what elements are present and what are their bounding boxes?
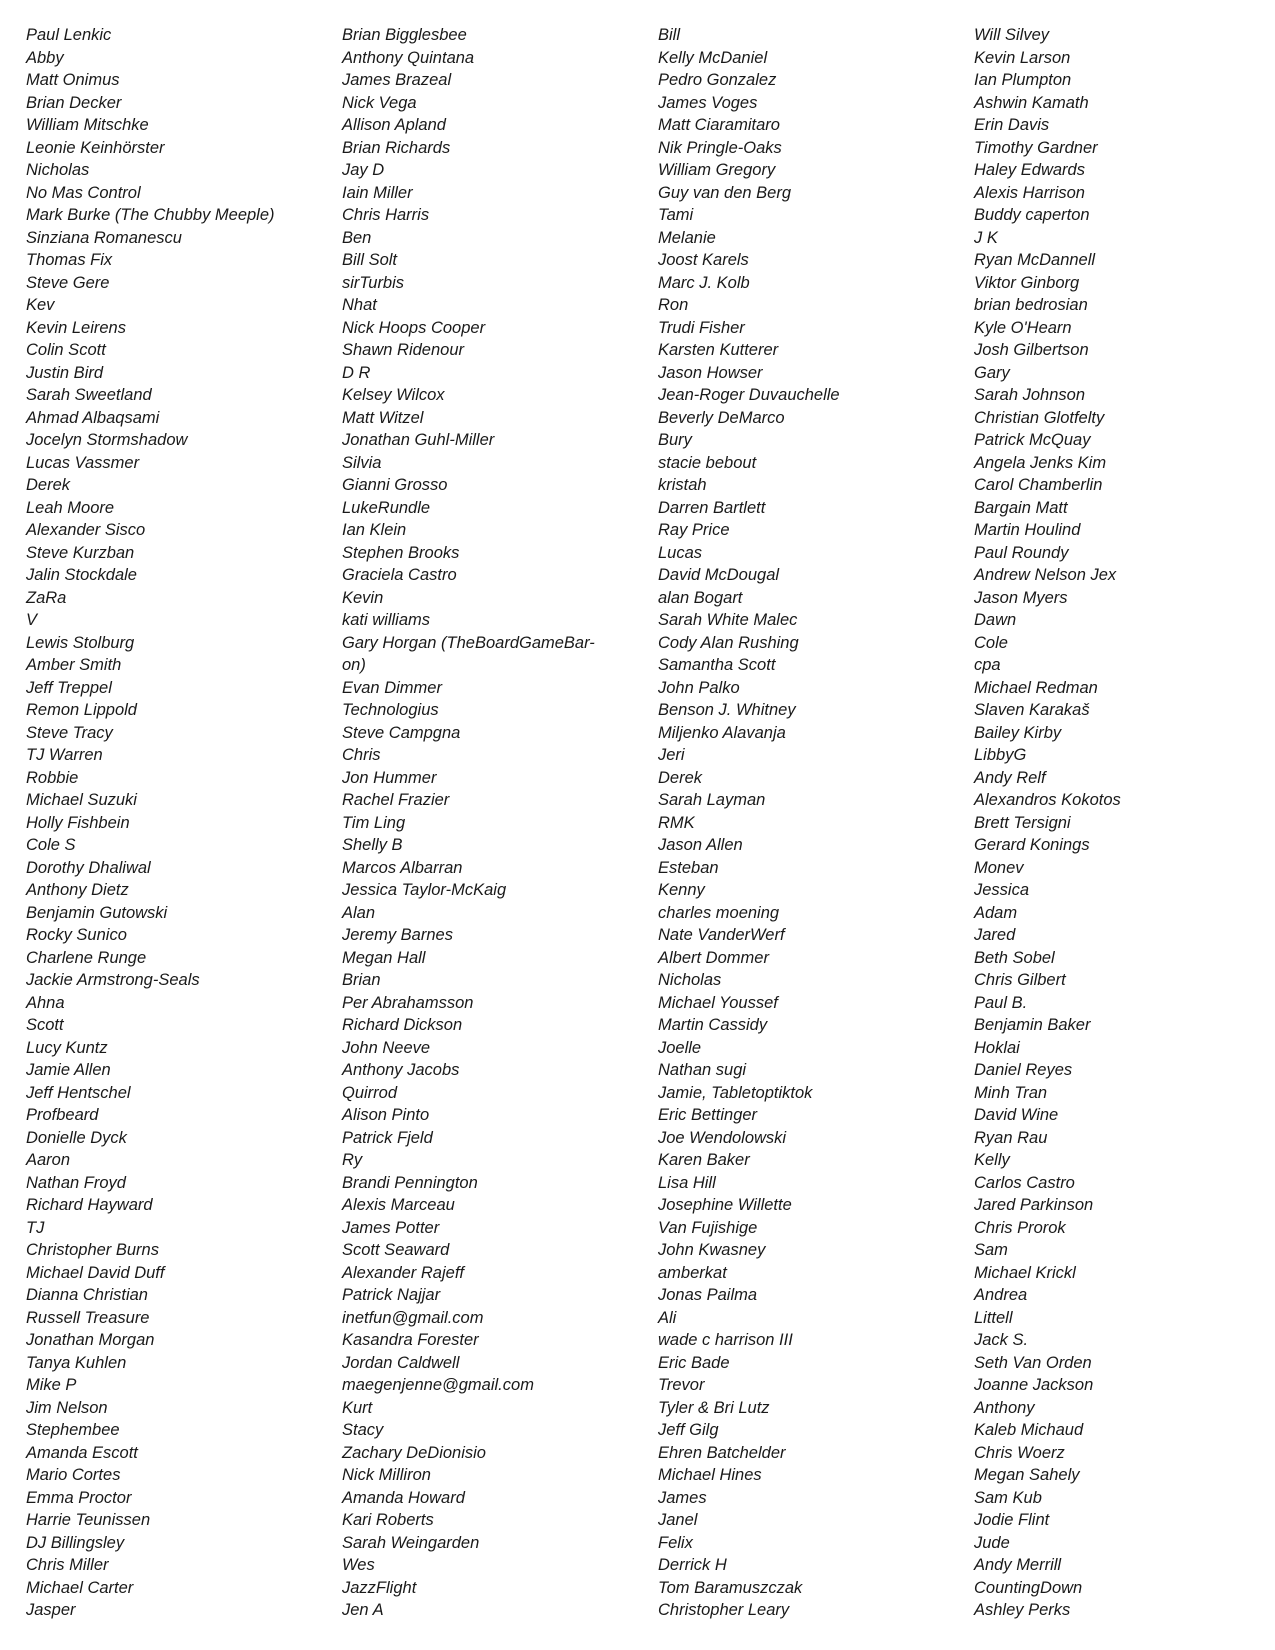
- name-column-2: [342, 24, 622, 1622]
- name-entry: wade c harrison III: [658, 1331, 793, 1349]
- name-entry: Bill: [658, 26, 681, 44]
- name-entry: Emma Proctor: [26, 1488, 132, 1507]
- name-entry: Alan: [342, 903, 376, 922]
- name-entry: Janel: [658, 1511, 698, 1529]
- name-entry: Kevin Leirens: [26, 318, 126, 337]
- name-entry: Charlene Runge: [26, 948, 147, 967]
- name-entry: Gary: [974, 363, 1010, 382]
- name-entry: charles moening: [658, 903, 780, 922]
- name-entry: Van Fujishige: [658, 1218, 758, 1237]
- name-entry: Benjamin Baker: [974, 1016, 1091, 1034]
- name-entry: Ahmad Albaqsami: [26, 408, 160, 427]
- name-entry: Tyler & Bri Lutz: [658, 1398, 770, 1417]
- name-entry: Sam: [974, 1241, 1008, 1259]
- name-entry: Jordan Caldwell: [342, 1353, 460, 1372]
- name-entry: D R: [342, 363, 371, 382]
- name-entry: Ray Price: [658, 521, 730, 539]
- name-entry: Littell: [974, 1308, 1013, 1327]
- name-entry: Adam: [974, 903, 1018, 922]
- name-entry: Jared Parkinson: [974, 1196, 1094, 1214]
- name-entry: Jonathan Guhl-Miller: [342, 431, 495, 449]
- name-entry: ZaRa: [26, 588, 67, 607]
- name-entry: LibbyG: [974, 746, 1027, 764]
- name-entry: Gary Horgan (TheBoardGameBar-on): [342, 633, 595, 674]
- name-entry: Miljenko Alavanja: [658, 723, 786, 742]
- name-entry: Brian Richards: [342, 138, 451, 157]
- name-entry: Steve Campgna: [342, 723, 461, 742]
- name-entry: Tami: [658, 206, 694, 224]
- name-entry: Benson J. Whitney: [658, 701, 796, 719]
- name-entry: Michael Hines: [658, 1466, 762, 1484]
- name-entry: Kelsey Wilcox: [342, 386, 445, 404]
- name-entry: Jalin Stockdale: [26, 566, 137, 584]
- name-entry: Chris Gilbert: [974, 971, 1066, 989]
- name-entry: Erin Davis: [974, 116, 1050, 134]
- name-entry: Kyle O'Hearn: [974, 318, 1072, 337]
- name-entry: Nicholas: [26, 161, 90, 179]
- name-entry: Carlos Castro: [974, 1173, 1075, 1192]
- name-entry: Michael Krickl: [974, 1263, 1076, 1282]
- name-entry: LukeRundle: [342, 498, 431, 517]
- name-entry: Megan Sahely: [974, 1466, 1080, 1484]
- name-column-1: [26, 24, 326, 1622]
- name-entry: Kaleb Michaud: [974, 1421, 1084, 1439]
- name-entry: Samantha Scott: [658, 656, 776, 674]
- name-entry: Benjamin Gutowski: [26, 903, 168, 922]
- name-entry: Nick Hoops Cooper: [342, 318, 486, 337]
- name-entry: Joanne Jackson: [974, 1376, 1094, 1394]
- name-entry: Jen A: [342, 1601, 384, 1619]
- name-entry: TJ Warren: [26, 746, 103, 764]
- name-entry: TJ: [26, 1218, 45, 1237]
- name-entry: Technologius: [342, 701, 439, 719]
- name-entry: Albert Dommer: [658, 948, 769, 967]
- name-entry: JazzFlight: [342, 1578, 417, 1597]
- name-entry: Paul B.: [974, 993, 1028, 1012]
- name-entry: William Mitschke: [26, 116, 149, 134]
- name-entry: Joost Karels: [658, 251, 749, 269]
- name-entry: Anthony Jacobs: [342, 1061, 460, 1079]
- name-entry: Marcos Albarran: [342, 858, 463, 877]
- name-entry: Donielle Dyck: [26, 1128, 127, 1147]
- name-entry: Kenny: [658, 881, 705, 899]
- name-entry: Leonie Keinhörster: [26, 138, 165, 157]
- name-entry: Brian Decker: [26, 93, 122, 112]
- name-entry: Patrick Najjar: [342, 1286, 441, 1304]
- name-entry: Jonathan Morgan: [26, 1331, 155, 1349]
- name-entry: Jocelyn Stormshadow: [26, 431, 188, 449]
- name-entry: Michael Redman: [974, 678, 1098, 697]
- name-entry: Ashwin Kamath: [974, 93, 1089, 112]
- name-entry: Matt Witzel: [342, 408, 424, 427]
- name-entry: Aaron: [26, 1151, 71, 1169]
- name-entry: Tim Ling: [342, 813, 406, 832]
- name-entry: John Neeve: [342, 1038, 431, 1057]
- name-entry: Kev: [26, 296, 55, 314]
- name-entry: Ehren Batchelder: [658, 1443, 786, 1462]
- name-entry: Matt Onimus: [26, 71, 120, 89]
- name-entry: J K: [974, 228, 998, 247]
- name-column-4: [974, 24, 1264, 1622]
- name-entry: Russell Treasure: [26, 1308, 150, 1327]
- name-entry: Nathan Froyd: [26, 1173, 126, 1192]
- name-entry: kati williams: [342, 611, 431, 629]
- name-entry: Matt Ciaramitaro: [658, 116, 780, 134]
- name-entry: Tanya Kuhlen: [26, 1353, 127, 1372]
- name-entry: Richard Dickson: [342, 1016, 463, 1034]
- name-entry: Steve Kurzban: [26, 543, 135, 562]
- name-entry: Leah Moore: [26, 498, 115, 517]
- name-entry: Wes: [342, 1556, 375, 1574]
- name-entry: John Kwasney: [658, 1241, 766, 1259]
- name-entry: Michael Youssef: [658, 993, 778, 1012]
- name-entry: Dawn: [974, 611, 1017, 629]
- name-entry: William Gregory: [658, 161, 776, 179]
- name-entry: Andy Relf: [974, 768, 1046, 787]
- name-entry: Lucas Vassmer: [26, 453, 140, 472]
- name-entry: Brian Bigglesbee: [342, 26, 467, 44]
- name-entry: Beth Sobel: [974, 948, 1055, 967]
- name-entry: Richard Hayward: [26, 1196, 153, 1214]
- name-entry: Lucas: [658, 543, 703, 562]
- name-entry: Andrew Nelson Jex: [974, 566, 1117, 584]
- name-entry: Jamie Allen: [26, 1061, 111, 1079]
- name-entry: Steve Tracy: [26, 723, 113, 742]
- name-entry: Jeremy Barnes: [342, 926, 453, 944]
- name-entry: Stephembee: [26, 1421, 120, 1439]
- name-entry: Haley Edwards: [974, 161, 1085, 179]
- name-entry: Evan Dimmer: [342, 678, 442, 697]
- name-entry: Mario Cortes: [26, 1466, 121, 1484]
- name-entry: Harrie Teunissen: [26, 1511, 151, 1529]
- name-entry: kristah: [658, 476, 707, 494]
- name-entry: Colin Scott: [26, 341, 106, 359]
- name-entry: Nick Milliron: [342, 1466, 431, 1484]
- name-entry: Michael David Duff: [26, 1263, 165, 1282]
- name-entry: Jay D: [342, 161, 385, 179]
- name-entry: Monev: [974, 858, 1024, 877]
- name-entry: Kevin: [342, 588, 384, 607]
- name-entry: Paul Roundy: [974, 543, 1069, 562]
- name-entry: James Brazeal: [342, 71, 452, 89]
- name-entry: Derrick H: [658, 1556, 727, 1574]
- name-entry: Nhat: [342, 296, 377, 314]
- name-entry: Shelly B: [342, 836, 403, 854]
- name-entry: Jodie Flint: [974, 1511, 1050, 1529]
- name-entry: Pedro Gonzalez: [658, 71, 777, 89]
- name-entry: cpa: [974, 656, 1001, 674]
- name-entry: Martin Houlind: [974, 521, 1081, 539]
- name-entry: Slaven Karakaš: [974, 701, 1090, 719]
- name-entry: Minh Tran: [974, 1083, 1048, 1102]
- name-entry: Chris Harris: [342, 206, 430, 224]
- name-entry: Nate VanderWerf: [658, 926, 785, 944]
- name-entry: Nathan sugi: [658, 1061, 747, 1079]
- name-entry: Guy van den Berg: [658, 183, 791, 202]
- name-entry: Kasandra Forester: [342, 1331, 479, 1349]
- name-entry: Joe Wendolowski: [658, 1128, 787, 1147]
- name-entry: Zachary DeDionisio: [342, 1443, 486, 1462]
- name-entry: Patrick Fjeld: [342, 1128, 433, 1147]
- name-entry: Megan Hall: [342, 948, 426, 967]
- name-entry: Josephine Willette: [658, 1196, 792, 1214]
- name-entry: James Voges: [658, 93, 758, 112]
- name-entry: David Wine: [974, 1106, 1059, 1124]
- name-entry: Sam Kub: [974, 1488, 1042, 1507]
- name-entry: Karen Baker: [658, 1151, 750, 1169]
- name-entry: Jamie, Tabletoptiktok: [658, 1083, 813, 1102]
- name-entry: Michael Carter: [26, 1578, 134, 1597]
- name-entry: No Mas Control: [26, 183, 141, 202]
- name-entry: Mark Burke (The Chubby Meeple): [26, 206, 275, 224]
- name-entry: Silvia: [342, 453, 382, 472]
- name-entry: Andrea: [974, 1286, 1028, 1304]
- name-entry: Jeri: [658, 746, 685, 764]
- name-entry: Rocky Sunico: [26, 926, 127, 944]
- name-entry: Remon Lippold: [26, 701, 137, 719]
- name-entry: Daniel Reyes: [974, 1061, 1073, 1079]
- name-entry: Scott Seaward: [342, 1241, 450, 1259]
- name-entry: Alexandros Kokotos: [974, 791, 1121, 809]
- name-entry: Ryan Rau: [974, 1128, 1048, 1147]
- name-entry: Ali: [658, 1308, 677, 1327]
- name-entry: Steve Gere: [26, 273, 110, 292]
- name-entry: Jason Allen: [658, 836, 743, 854]
- name-entry: Marc J. Kolb: [658, 273, 750, 292]
- name-entry: Alison Pinto: [342, 1106, 430, 1124]
- name-entry: Brandi Pennington: [342, 1173, 478, 1192]
- name-entry: Profbeard: [26, 1106, 99, 1124]
- name-entry: Mike P: [26, 1376, 77, 1394]
- name-entry: Bury: [658, 431, 692, 449]
- name-entry: sirTurbis: [342, 273, 405, 292]
- name-entry: Shawn Ridenour: [342, 341, 464, 359]
- name-entry: Stacy: [342, 1421, 384, 1439]
- name-entry: Sarah Weingarden: [342, 1533, 480, 1552]
- name-entry: Bargain Matt: [974, 498, 1068, 517]
- name-entry: maegenjenne@gmail.com: [342, 1376, 534, 1394]
- name-entry: Ryan McDannell: [974, 251, 1096, 269]
- name-entry: Rachel Frazier: [342, 791, 450, 809]
- name-entry: Jack S.: [974, 1331, 1029, 1349]
- name-entry: Ashley Perks: [974, 1601, 1071, 1619]
- name-entry: Per Abrahamsson: [342, 993, 474, 1012]
- name-entry: Brett Tersigni: [974, 813, 1071, 832]
- name-entry: Bill Solt: [342, 251, 398, 269]
- name-entry: Tom Baramuszczak: [658, 1578, 803, 1597]
- name-entry: Cole: [974, 633, 1008, 652]
- name-entry: Jeff Treppel: [26, 678, 112, 697]
- name-entry: Brian: [342, 971, 381, 989]
- name-entry: Jean-Roger Duvauchelle: [658, 386, 840, 404]
- name-entry: Trevor: [658, 1376, 705, 1394]
- name-entry: Jessica Taylor-McKaig: [342, 881, 507, 899]
- name-entry: Holly Fishbein: [26, 813, 130, 832]
- name-entry: Chris Miller: [26, 1556, 109, 1574]
- name-entry: Stephen Brooks: [342, 543, 460, 562]
- name-entry: Eric Bade: [658, 1353, 730, 1372]
- name-entry: Will Silvey: [974, 26, 1050, 44]
- name-entry: Joelle: [658, 1038, 702, 1057]
- name-entry: Josh Gilbertson: [974, 341, 1089, 359]
- name-entry: Lucy Kuntz: [26, 1038, 108, 1057]
- name-entry: Nik Pringle-Oaks: [658, 138, 782, 157]
- name-entry: Jude: [974, 1533, 1010, 1552]
- name-entry: Quirrod: [342, 1083, 398, 1102]
- name-entry: Alexis Harrison: [974, 183, 1085, 202]
- name-entry: Nicholas: [658, 971, 722, 989]
- name-entry: brian bedrosian: [974, 296, 1088, 314]
- name-entry: Jason Myers: [974, 588, 1068, 607]
- name-entry: Derek: [658, 768, 703, 787]
- name-entry: Jon Hummer: [342, 768, 437, 787]
- name-entry: Esteban: [658, 858, 719, 877]
- name-entry: James: [658, 1488, 707, 1507]
- name-entry: Derek: [26, 476, 71, 494]
- name-entry: Nick Vega: [342, 93, 417, 112]
- name-entry: RMK: [658, 813, 695, 832]
- name-entry: Jasper: [26, 1601, 76, 1619]
- name-entry: Jonas Pailma: [658, 1286, 758, 1304]
- name-entry: alan Bogart: [658, 588, 743, 607]
- name-entry: Michael Suzuki: [26, 791, 137, 809]
- name-entry: Robbie: [26, 768, 79, 787]
- name-entry: Hoklai: [974, 1038, 1020, 1057]
- name-entry: Jim Nelson: [26, 1398, 108, 1417]
- name-entry: Jackie Armstrong-Seals: [26, 971, 200, 989]
- name-column-3: [658, 24, 958, 1622]
- name-entry: Timothy Gardner: [974, 138, 1098, 157]
- name-entry: inetfun@gmail.com: [342, 1308, 484, 1327]
- name-entry: Gerard Konings: [974, 836, 1090, 854]
- name-entry: Angela Jenks Kim: [974, 453, 1107, 472]
- name-entry: Gianni Grosso: [342, 476, 448, 494]
- name-entry: Carol Chamberlin: [974, 476, 1103, 494]
- name-entry: Christopher Burns: [26, 1241, 159, 1259]
- name-entry: Jeff Gilg: [658, 1421, 719, 1439]
- name-entry: Lisa Hill: [658, 1173, 716, 1192]
- name-entry: Chris Prorok: [974, 1218, 1066, 1237]
- name-entry: Ahna: [26, 993, 65, 1012]
- name-entry: Ron: [658, 296, 689, 314]
- name-entry: Martin Cassidy: [658, 1016, 768, 1034]
- name-entry: Sarah Layman: [658, 791, 766, 809]
- name-entry: Patrick McQuay: [974, 431, 1091, 449]
- name-entry: Christopher Leary: [658, 1601, 790, 1619]
- name-entry: Dianna Christian: [26, 1286, 148, 1304]
- name-entry: Darren Bartlett: [658, 498, 766, 517]
- name-entry: Chris Woerz: [974, 1443, 1065, 1462]
- name-entry: Amanda Escott: [26, 1443, 138, 1462]
- name-entry: Chris: [342, 746, 381, 764]
- name-entry: Sarah Johnson: [974, 386, 1085, 404]
- name-entry: Alexander Sisco: [26, 521, 146, 539]
- name-entry: Beverly DeMarco: [658, 408, 785, 427]
- name-entry: Buddy caperton: [974, 206, 1090, 224]
- name-entry: Andy Merrill: [974, 1556, 1062, 1574]
- name-entry: Jessica: [974, 881, 1030, 899]
- name-entry: Allison Apland: [342, 116, 446, 134]
- name-entry: Scott: [26, 1016, 64, 1034]
- name-entry: Melanie: [658, 228, 716, 247]
- name-entry: Paul Lenkic: [26, 26, 112, 44]
- name-entry: Alexander Rajeff: [342, 1263, 464, 1282]
- name-entry: Trudi Fisher: [658, 318, 745, 337]
- name-entry: Graciela Castro: [342, 566, 457, 584]
- name-entry: Jeff Hentschel: [26, 1083, 131, 1102]
- name-entry: amberkat: [658, 1263, 727, 1282]
- name-entry: Kevin Larson: [974, 48, 1071, 67]
- name-entry: Kari Roberts: [342, 1511, 434, 1529]
- name-entry: Anthony Dietz: [26, 881, 129, 899]
- name-entry: Anthony Quintana: [342, 48, 475, 67]
- name-entry: Jason Howser: [658, 363, 763, 382]
- name-entry: Abby: [26, 48, 64, 67]
- name-entry: Dorothy Dhaliwal: [26, 858, 151, 877]
- name-entry: Anthony: [974, 1398, 1035, 1417]
- name-entry: Justin Bird: [26, 363, 104, 382]
- name-entry: Ian Plumpton: [974, 71, 1072, 89]
- name-entry: DJ Billingsley: [26, 1533, 125, 1552]
- name-entry: Ben: [342, 228, 372, 247]
- name-entry: Christian Glotfelty: [974, 408, 1105, 427]
- name-entry: Amber Smith: [26, 656, 122, 674]
- name-entry: Sarah Sweetland: [26, 386, 152, 404]
- name-entry: Cole S: [26, 836, 76, 854]
- name-entry: Felix: [658, 1533, 693, 1552]
- name-entry: CountingDown: [974, 1578, 1083, 1597]
- name-entry: John Palko: [658, 678, 740, 697]
- name-entry: Bailey Kirby: [974, 723, 1062, 742]
- name-entry: Thomas Fix: [26, 251, 113, 269]
- name-entry: Seth Van Orden: [974, 1353, 1092, 1372]
- name-entry: Alexis Marceau: [342, 1196, 455, 1214]
- name-entry: Eric Bettinger: [658, 1106, 758, 1124]
- name-entry: V: [26, 611, 38, 629]
- name-entry: Cody Alan Rushing: [658, 633, 799, 652]
- name-entry: Kelly: [974, 1151, 1010, 1169]
- name-entry: David McDougal: [658, 566, 780, 584]
- name-entry: Ry: [342, 1151, 363, 1169]
- name-entry: stacie bebout: [658, 453, 757, 472]
- name-entry: Viktor Ginborg: [974, 273, 1080, 292]
- name-entry: Karsten Kutterer: [658, 341, 779, 359]
- name-entry: Iain Miller: [342, 183, 413, 202]
- name-entry: Jared: [974, 926, 1016, 944]
- name-entry: Kelly McDaniel: [658, 48, 768, 67]
- name-entry: Sarah White Malec: [658, 611, 798, 629]
- name-entry: Kurt: [342, 1398, 373, 1417]
- name-entry: James Potter: [342, 1218, 440, 1237]
- name-entry: Lewis Stolburg: [26, 633, 135, 652]
- name-entry: Ian Klein: [342, 521, 407, 539]
- name-entry: Sinziana Romanescu: [26, 228, 182, 247]
- name-entry: Amanda Howard: [342, 1488, 465, 1507]
